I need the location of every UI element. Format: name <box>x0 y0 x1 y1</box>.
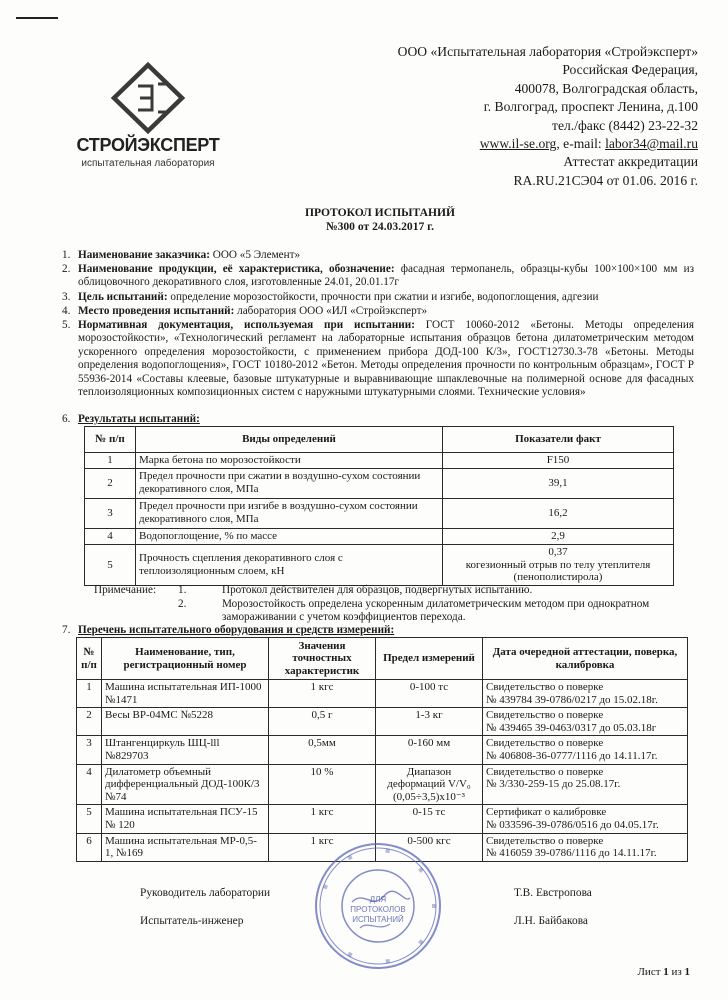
equipment-header-cert: Дата очередной аттестации, поверка, калибровка <box>483 638 688 680</box>
table-row: 2 Весы ВР-04МС №5228 0,5 г 1-3 кг Свидетельство о поверке № 439465 39-0463/0317 до 05.03.18г <box>77 708 688 736</box>
equipment-header-range: Предел измерений <box>376 638 483 680</box>
email-link[interactable]: labor34@mail.ru <box>605 136 698 152</box>
org-region: 400078, Волгоградская область, <box>514 80 698 96</box>
scan-edge-mark <box>16 17 58 19</box>
equipment-header-accuracy: Значения точностных характеристик <box>269 638 376 680</box>
section-location: 4. Место проведения испытаний: лаборатория ООО «ИЛ «Стройэксперт» <box>62 305 428 317</box>
results-table <box>84 426 674 586</box>
head-name: Т.В. Евстропова <box>514 887 592 899</box>
official-stamp <box>312 840 444 977</box>
table-row: 1 Машина испытательная ИП-1000 №1471 1 кгс 0-100 тс Свидетельство о поверке № 439784 39-0786/0217 до 15.02.18г. <box>77 680 688 708</box>
note-label: Примечание: <box>94 584 157 596</box>
table-row: 5 Прочность сцепления декоративного слоя с теплоизоляционным слоем, кН 0,37 когезионный отрыв по телу утеплителя (пенополистирола) <box>85 545 674 586</box>
table-row: 5 Машина испытательная ПСУ-15 № 120 1 кгс 0-15 тс Сертификат о калибровке № 033596-39-0786/0516 до 04.05.17г. <box>77 805 688 833</box>
results-header-num: № п/п <box>85 427 136 453</box>
note-1-text: Протокол действителен для образцов, подвергнутых испытанию. <box>222 584 533 596</box>
table-row: 2 Предел прочности при сжатии в воздушно-сухом состоянии декоративного слоя, МПа 39,1 <box>85 469 674 499</box>
protocol-number: №300 от 24.03.2017 г. <box>325 220 435 233</box>
equipment-header-name: Наименование, тип, регистрационный номер <box>102 638 269 680</box>
protocol-title: ПРОТОКОЛ ИСПЫТАНИЙ <box>304 206 456 219</box>
website-link[interactable]: www.il-se.org <box>479 136 557 152</box>
page-counter: Лист 1 из 1 <box>637 966 690 978</box>
section-standards: 5. Нормативная документация, используемая при испытании: ГОСТ 10060-2012 «Бетоны. Методы определения морозостойкости», «Технологический регламент на лабораторные испытания образцов бетона дилатометрическим методом ускоренного определения морозостойкости, с применением прибора ДОД-100 К/3», ГОСТ12730.3-78 «Бетоны. Методы определения водопоглощения», ГОСТ 10180-2012 «Бетон. Методы определения прочности по контрольным образцам», ГОСТ Р 55936-2014 «Составы клеевые, базовые штукатурные и выравнивающие шпаклевочные на полимерной основе для фасадных теплоизоляционных композиционных систем с наружными штукатурными слоями. Технические условия» <box>62 319 694 399</box>
note-2-text: Морозостойкость определена ускоренным дилатометрическим методом при однократном замораживании с учетом коэффициентов перехода. <box>222 598 650 624</box>
note-2-num: 2. <box>178 598 187 610</box>
logo-subtitle: испытательная лаборатория <box>81 158 215 169</box>
org-address: г. Волгоград, проспект Ленина, д.100 <box>483 99 698 115</box>
organization-details <box>298 43 698 190</box>
protocol-title-block <box>200 206 560 234</box>
table-row: 1 Марка бетона по морозостойкости F150 <box>85 453 674 469</box>
note-1-num: 1. <box>178 584 187 596</box>
engineer-name: Л.Н. Байбакова <box>514 915 588 927</box>
section-purpose: 3. Цель испытаний: определение морозостойкости, прочности при сжатии и изгибе, водопоглощения, адгезии <box>62 291 599 303</box>
head-role: Руководитель лаборатории <box>140 887 271 899</box>
logo-name: СТРОЙЭКСПЕРТ <box>76 135 220 155</box>
logo-emblem-icon <box>92 62 204 134</box>
stamp-seal-icon <box>312 840 444 972</box>
org-phone: тел./факс (8442) 23-22-32 <box>552 117 698 133</box>
org-contacts <box>298 135 698 153</box>
section-customer: 1. Наименование заказчика: ООО «5 Элемент» <box>62 249 301 261</box>
org-name: ООО «Испытательная лаборатория «Стройэксперт» <box>397 44 698 59</box>
results-header-value: Показатели факт <box>443 427 674 453</box>
section-product: 2. Наименование продукции, её характеристика, обозначение: фасадная термопанель, образцы-кубы 100×100×100 мм из облицовочного декоративного слоя, изготовленные 24.01, 20.01.17г <box>62 263 694 289</box>
table-row: 4 Дилатометр объемный дифференциальный ДОД-100К/3 №74 10 % Диапазон деформаций V/V₀ (0,05÷3,5)x10⁻³ Свидетельство о поверке № 3/330-259-15 до 25.08.17г. <box>77 764 688 805</box>
company-logo <box>68 62 228 182</box>
section-results-heading: 6. Результаты испытаний: <box>62 413 200 425</box>
stamp-line-2: ПРОТОКОЛОВ <box>350 905 406 914</box>
engineer-role: Испытатель-инженер <box>140 915 244 927</box>
stamp-line-3: ИСПЫТАНИЙ <box>352 915 404 924</box>
table-row: 3 Предел прочности при изгибе в воздушно-сухом состоянии декоративного слоя, МПа 16,2 <box>85 499 674 529</box>
org-country: Российская Федерация, <box>562 62 698 78</box>
table-row: 4 Водопоглощение, % по массе 2,9 <box>85 529 674 545</box>
results-header-type: Виды определений <box>136 427 443 453</box>
table-row: 3 Штангенциркуль ШЦ-lll №829703 0,5мм 0-160 мм Свидетельство о поверке № 406808-36-0777/1116 до 14.11.17г. <box>77 736 688 764</box>
equipment-header-num: № п/п <box>77 638 102 680</box>
table-row: 6 Машина испытательная МР-0,5-1, №169 1 кгс 0-500 кгс Свидетельство о поверке № 416059 39-0786/1116 до 14.11.17г. <box>77 833 688 861</box>
stamp-line-1: ДЛЯ <box>369 895 387 904</box>
equipment-table <box>76 637 688 862</box>
email-prefix: , e-mail: <box>556 136 606 152</box>
accreditation-label: Аттестат аккредитации <box>563 154 698 170</box>
section-equipment-heading: 7. Перечень испытательного оборудования и средств измерений: <box>62 624 395 636</box>
accreditation-number: RA.RU.21СЭ04 от 01.06. 2016 г. <box>513 172 698 188</box>
